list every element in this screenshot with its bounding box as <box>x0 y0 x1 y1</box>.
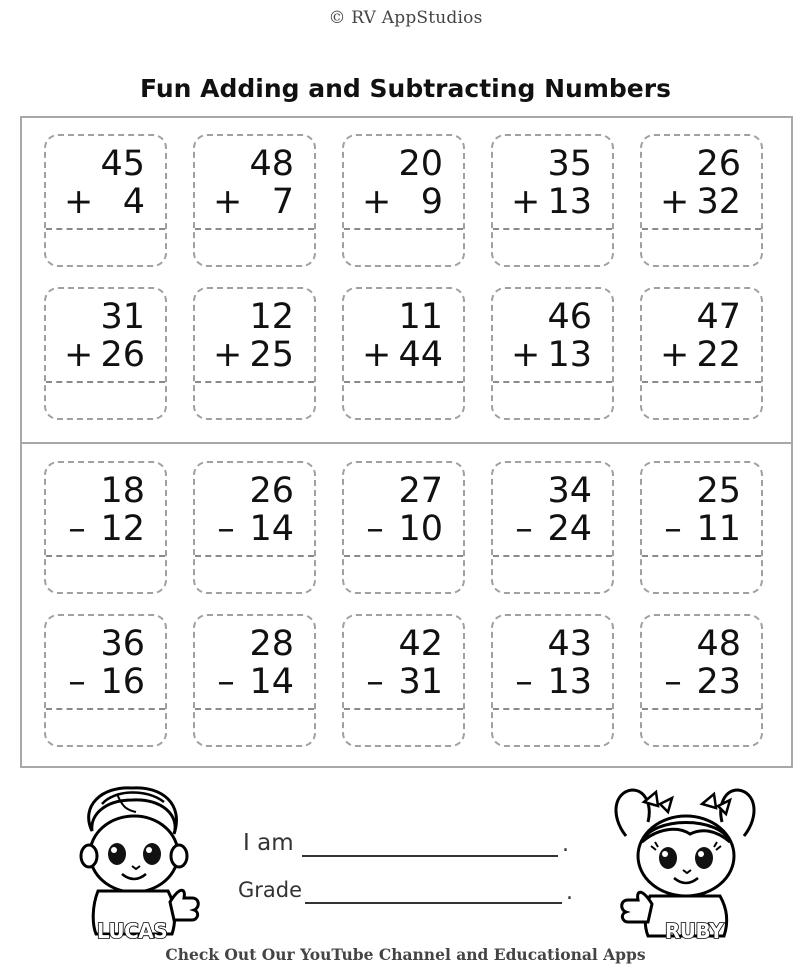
problem-card <box>491 461 614 594</box>
answer-box[interactable] <box>344 230 463 265</box>
ruby-character-illustration <box>606 776 764 946</box>
problem-first-number: 42 <box>398 624 443 664</box>
problem-operator: + <box>362 182 392 222</box>
problem-first-number: 27 <box>398 471 443 511</box>
grade-label: Grade <box>238 878 303 902</box>
problem-operator: – <box>217 662 235 702</box>
problem-top-line <box>195 144 314 184</box>
answer-box[interactable] <box>642 710 761 745</box>
problem-bottom-line <box>344 335 463 375</box>
problem-second-number: 7 <box>271 182 294 222</box>
problem-card <box>640 614 763 747</box>
problem-first-number: 47 <box>696 297 741 337</box>
problem-bottom-line <box>344 662 463 702</box>
problem-second-number: 26 <box>100 335 145 375</box>
answer-box[interactable] <box>46 230 165 265</box>
answer-box[interactable] <box>195 557 314 592</box>
problem-first-number: 48 <box>696 624 741 664</box>
problem-top-line <box>195 297 314 337</box>
problem-card <box>44 614 167 747</box>
answer-box[interactable] <box>493 230 612 265</box>
lucas-character-illustration <box>62 776 202 946</box>
answer-box[interactable] <box>493 383 612 418</box>
answer-box[interactable] <box>46 557 165 592</box>
problem-top-line <box>195 624 314 664</box>
problem-first-number: 46 <box>547 297 592 337</box>
problem-second-number: 16 <box>100 662 145 702</box>
answer-box[interactable] <box>642 557 761 592</box>
problem-bottom-line <box>642 335 761 375</box>
problem-card <box>491 614 614 747</box>
problem-first-number: 18 <box>100 471 145 511</box>
problem-top-line <box>344 624 463 664</box>
problem-operator: – <box>68 509 86 549</box>
answer-box[interactable] <box>195 230 314 265</box>
problem-bottom-line <box>344 509 463 549</box>
answer-box[interactable] <box>195 383 314 418</box>
problem-bottom-line <box>195 509 314 549</box>
problem-operator: – <box>68 662 86 702</box>
problem-bottom-line <box>493 662 612 702</box>
problem-second-number: 10 <box>398 509 443 549</box>
problem-second-number: 9 <box>420 182 443 222</box>
problem-second-number: 32 <box>696 182 741 222</box>
problem-second-number: 13 <box>547 335 592 375</box>
problem-card <box>342 461 465 594</box>
problem-operator: – <box>664 509 682 549</box>
answer-box[interactable] <box>195 710 314 745</box>
problem-top-line <box>46 144 165 184</box>
problem-bottom-line <box>46 509 165 549</box>
lucas-name-label: LUCAS <box>96 919 168 943</box>
answer-box[interactable] <box>344 710 463 745</box>
problem-bottom-line <box>493 182 612 222</box>
problem-operator: + <box>213 182 243 222</box>
problem-card <box>44 461 167 594</box>
problem-bottom-line <box>493 335 612 375</box>
problem-first-number: 31 <box>100 297 145 337</box>
answer-box[interactable] <box>642 230 761 265</box>
problem-second-number: 22 <box>696 335 741 375</box>
problem-first-number: 34 <box>547 471 592 511</box>
problem-card <box>640 287 763 420</box>
problem-operator: + <box>64 182 94 222</box>
problem-card <box>193 614 316 747</box>
problem-bottom-line <box>493 509 612 549</box>
problem-operator: – <box>664 662 682 702</box>
problem-second-number: 14 <box>249 662 294 702</box>
problem-second-number: 31 <box>398 662 443 702</box>
problem-first-number: 12 <box>249 297 294 337</box>
problem-second-number: 11 <box>696 509 741 549</box>
problem-bottom-line <box>46 182 165 222</box>
problem-top-line <box>195 471 314 511</box>
problem-card <box>44 134 167 267</box>
problem-first-number: 36 <box>100 624 145 664</box>
problem-second-number: 24 <box>547 509 592 549</box>
problem-bottom-line <box>195 182 314 222</box>
problem-second-number: 4 <box>122 182 145 222</box>
problem-operator: – <box>515 509 533 549</box>
problem-second-number: 13 <box>547 662 592 702</box>
ruby-name-label: RUBY <box>664 919 724 943</box>
problem-card <box>640 461 763 594</box>
problem-bottom-line <box>195 662 314 702</box>
problem-second-number: 14 <box>249 509 294 549</box>
problem-card <box>342 287 465 420</box>
problem-bottom-line <box>642 662 761 702</box>
problem-bottom-line <box>642 509 761 549</box>
problem-card <box>193 287 316 420</box>
problem-operator: + <box>362 335 392 375</box>
answer-box[interactable] <box>493 557 612 592</box>
copyright-notice: © RV AppStudios <box>328 8 483 28</box>
problem-top-line <box>493 624 612 664</box>
problem-top-line <box>642 624 761 664</box>
problem-bottom-line <box>46 662 165 702</box>
problem-top-line <box>344 144 463 184</box>
grade-period: . <box>566 880 573 905</box>
problem-first-number: 25 <box>696 471 741 511</box>
problem-operator: – <box>366 509 384 549</box>
problem-top-line <box>46 297 165 337</box>
problem-operator: – <box>217 509 235 549</box>
problem-first-number: 43 <box>547 624 592 664</box>
problem-card <box>491 287 614 420</box>
problem-first-number: 28 <box>249 624 294 664</box>
problem-operator: + <box>511 182 541 222</box>
problem-operator: + <box>660 335 690 375</box>
problem-operator: + <box>660 182 690 222</box>
problem-second-number: 44 <box>398 335 443 375</box>
problem-bottom-line <box>642 182 761 222</box>
problem-card <box>342 614 465 747</box>
worksheet-title: Fun Adding and Subtracting Numbers <box>140 74 671 103</box>
problem-second-number: 13 <box>547 182 592 222</box>
problem-card <box>193 134 316 267</box>
name-period: . <box>562 832 569 857</box>
problem-bottom-line <box>344 182 463 222</box>
problem-top-line <box>642 471 761 511</box>
footer-promo-text: Check Out Our YouTube Channel and Educational Apps <box>165 945 646 964</box>
answer-box[interactable] <box>46 710 165 745</box>
problem-bottom-line <box>46 335 165 375</box>
problem-top-line <box>46 471 165 511</box>
answer-box[interactable] <box>46 383 165 418</box>
problem-card <box>193 461 316 594</box>
problem-top-line <box>344 297 463 337</box>
problem-second-number: 25 <box>249 335 294 375</box>
problem-second-number: 23 <box>696 662 741 702</box>
problem-first-number: 11 <box>398 297 443 337</box>
problem-top-line <box>642 297 761 337</box>
problem-first-number: 45 <box>100 144 145 184</box>
problem-top-line <box>344 471 463 511</box>
problem-operator: + <box>64 335 94 375</box>
answer-box[interactable] <box>642 383 761 418</box>
problem-top-line <box>493 144 612 184</box>
problem-card <box>44 287 167 420</box>
name-answer-line[interactable] <box>302 855 558 857</box>
problem-first-number: 48 <box>249 144 294 184</box>
problem-top-line <box>493 471 612 511</box>
problem-card <box>640 134 763 267</box>
name-label: I am <box>243 830 294 856</box>
problem-card <box>491 134 614 267</box>
problem-first-number: 20 <box>398 144 443 184</box>
answer-box[interactable] <box>344 557 463 592</box>
problem-top-line <box>493 297 612 337</box>
problem-bottom-line <box>195 335 314 375</box>
problem-first-number: 26 <box>249 471 294 511</box>
answer-box[interactable] <box>344 383 463 418</box>
problem-top-line <box>642 144 761 184</box>
problem-operator: + <box>213 335 243 375</box>
problem-top-line <box>46 624 165 664</box>
problem-card <box>342 134 465 267</box>
section-divider <box>20 442 793 444</box>
grade-answer-line[interactable] <box>305 902 562 904</box>
problem-first-number: 35 <box>547 144 592 184</box>
answer-box[interactable] <box>493 710 612 745</box>
problem-second-number: 12 <box>100 509 145 549</box>
problem-operator: – <box>515 662 533 702</box>
problem-operator: + <box>511 335 541 375</box>
problem-operator: – <box>366 662 384 702</box>
problem-first-number: 26 <box>696 144 741 184</box>
